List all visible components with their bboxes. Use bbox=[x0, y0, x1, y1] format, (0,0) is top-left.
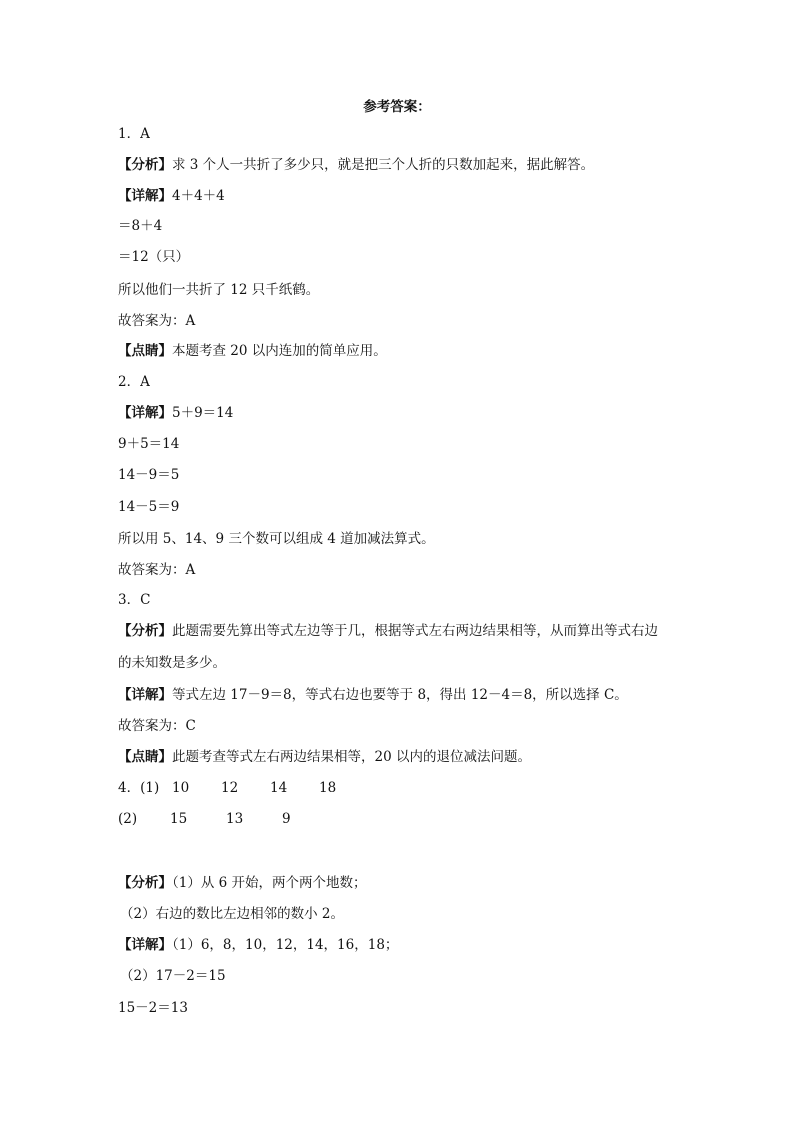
q3-answer: 3．C bbox=[118, 592, 151, 608]
q1-final-answer: 故答案为：A bbox=[118, 313, 196, 329]
q4-row-2-value: 13 bbox=[226, 811, 244, 827]
q3-detail-text: 等式左边 17－9＝8，等式右边也要等于 8，得出 12－4＝8，所以选择 C。 bbox=[172, 687, 628, 703]
q2-final-answer: 故答案为：A bbox=[118, 562, 196, 578]
comment-tag: 【点睛】 bbox=[118, 749, 172, 765]
q1-detail bbox=[118, 186, 225, 206]
q4-detail-text: （1）6，8，10，12，14，16，18； bbox=[172, 937, 399, 953]
detail-tag: 【详解】 bbox=[118, 405, 172, 421]
q4-detail bbox=[118, 935, 398, 955]
q4-row-1 bbox=[118, 778, 368, 798]
q3-analysis-text: 此题需要先算出等式左边等于几，根据等式左右两边结果相等，从而算出等式右边 bbox=[172, 623, 658, 639]
q2-conclusion: 所以用 5、14、9 三个数可以组成 4 道加减法算式。 bbox=[118, 531, 435, 547]
q1-analysis-text: 求 3 个人一共折了多少只，就是把三个人折的只数加起来，据此解答。 bbox=[172, 157, 595, 173]
q2-step-1: 9＋5＝14 bbox=[118, 436, 180, 452]
q1-answer: 1．A bbox=[118, 126, 150, 142]
q2-answer: 2．A bbox=[118, 374, 150, 390]
q4-row-1-label: 4．(1) bbox=[118, 780, 160, 796]
q4-row-2-value: 15 bbox=[170, 811, 188, 827]
page-title: 参考答案： bbox=[363, 99, 431, 115]
q2-step-2: 14－9＝5 bbox=[118, 467, 180, 483]
q4-analysis-text: （1）从 6 开始，两个两个地数； bbox=[172, 875, 367, 891]
q1-step-2: ＝12（只） bbox=[118, 249, 190, 265]
q3-final-answer: 故答案为：C bbox=[118, 718, 196, 734]
q4-analysis-cont: （2）右边的数比左边相邻的数小 2。 bbox=[120, 906, 344, 922]
q4-row-1-value: 12 bbox=[221, 780, 239, 796]
q4-row-2-value: 9 bbox=[282, 811, 291, 827]
q3-comment-text: 此题考查等式左右两边结果相等，20 以内的退位减法问题。 bbox=[172, 749, 531, 765]
q3-analysis-cont: 的未知数是多少。 bbox=[118, 655, 226, 671]
q1-comment bbox=[118, 341, 387, 361]
q4-row-2-label: (2) bbox=[118, 811, 138, 827]
q3-analysis bbox=[118, 621, 658, 641]
detail-tag: 【详解】 bbox=[118, 687, 172, 703]
q4-row-1-value: 18 bbox=[319, 780, 337, 796]
q4-analysis bbox=[118, 873, 367, 893]
analysis-tag: 【分析】 bbox=[118, 623, 172, 639]
q2-detail bbox=[118, 403, 233, 423]
q3-detail bbox=[118, 685, 628, 705]
q1-detail-text: 4＋4＋4 bbox=[172, 188, 225, 204]
q4-step-2: 15－2＝13 bbox=[118, 1000, 188, 1016]
analysis-tag: 【分析】 bbox=[118, 157, 172, 173]
q4-row-1-value: 10 bbox=[172, 780, 190, 796]
detail-tag: 【详解】 bbox=[118, 937, 172, 953]
q1-analysis bbox=[118, 155, 594, 175]
q4-row-2 bbox=[118, 809, 338, 829]
q1-conclusion: 所以他们一共折了 12 只千纸鹤。 bbox=[118, 282, 320, 298]
q3-comment bbox=[118, 747, 531, 767]
q4-row-1-value: 14 bbox=[270, 780, 288, 796]
q2-detail-text: 5＋9＝14 bbox=[172, 405, 234, 421]
q1-comment-text: 本题考查 20 以内连加的简单应用。 bbox=[172, 343, 387, 359]
q4-step-1: （2）17－2＝15 bbox=[120, 968, 226, 984]
analysis-tag: 【分析】 bbox=[118, 875, 172, 891]
q2-step-3: 14－5＝9 bbox=[118, 499, 180, 515]
detail-tag: 【详解】 bbox=[118, 188, 172, 204]
q1-step-1: ＝8＋4 bbox=[118, 218, 163, 234]
comment-tag: 【点睛】 bbox=[118, 343, 172, 359]
